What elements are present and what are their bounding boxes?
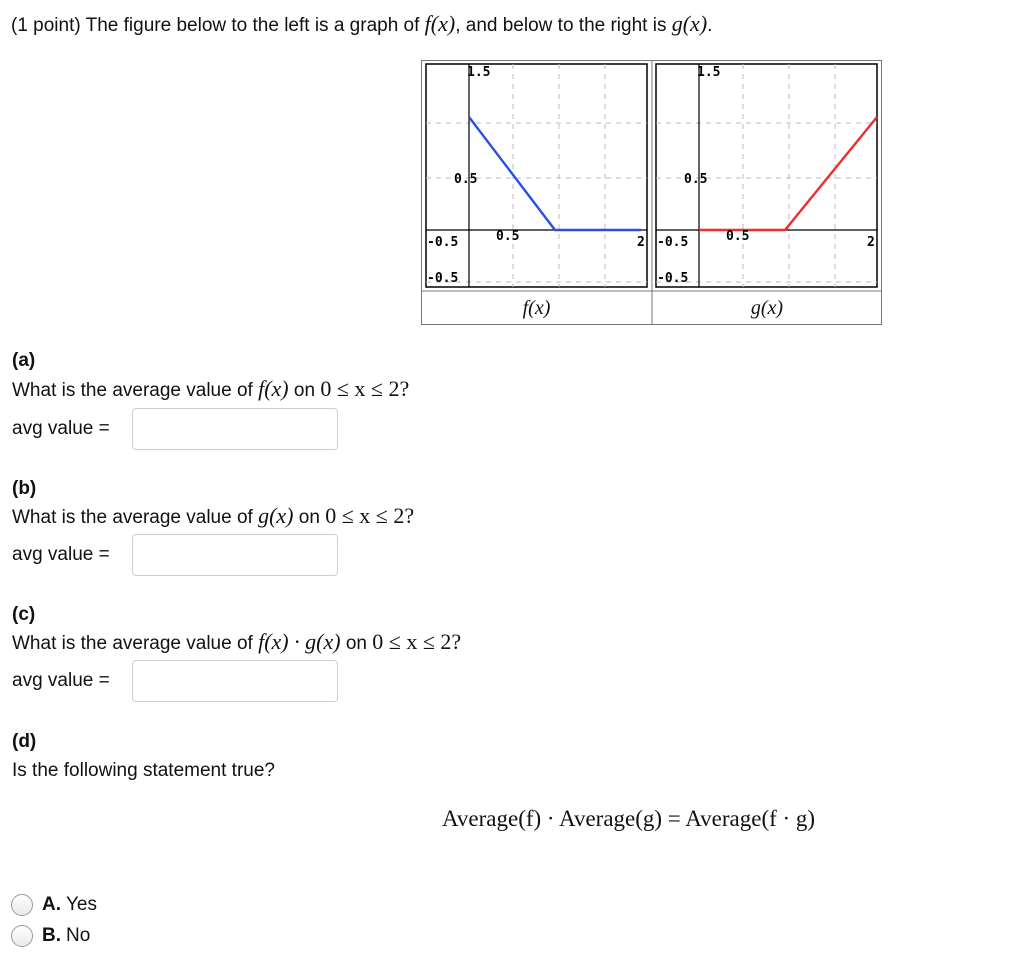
part-a-on: on xyxy=(293,380,316,401)
f-tick-y-neg0.5: -0.5 xyxy=(427,271,459,286)
intro-prefix: (1 point) The figure below to the left is a graph of xyxy=(11,15,420,36)
part-c-on: on xyxy=(345,633,367,654)
part-a-question xyxy=(12,376,409,402)
part-b-on: on xyxy=(298,507,320,528)
f-tick-1.5: 1.5 xyxy=(467,65,491,80)
problem-intro xyxy=(11,11,712,39)
graphs-svg xyxy=(421,60,882,325)
f-tick-x-0.5: 0.5 xyxy=(496,229,520,244)
g-tick-x-2: 2 xyxy=(867,235,875,250)
part-c-question xyxy=(12,629,461,655)
caption-row xyxy=(421,291,882,325)
part-a-prefix: What is the average value of xyxy=(12,380,253,401)
option-a-letter: A. xyxy=(42,894,61,915)
part-a-label: (a) xyxy=(12,350,36,371)
intro-suffix: . xyxy=(707,15,713,36)
part-c-label: (c) xyxy=(12,604,36,625)
part-b-label: (b) xyxy=(12,478,37,499)
f-caption: f(x) xyxy=(522,297,551,319)
part-a-answer-input[interactable] xyxy=(132,408,338,450)
intro-middle: , and below to the right is xyxy=(455,15,667,36)
g-tick-y-0.5: 0.5 xyxy=(684,172,708,187)
part-c-prefix: What is the average value of xyxy=(12,633,253,654)
part-b-prefix: What is the average value of xyxy=(12,507,253,528)
option-a-radio[interactable] xyxy=(11,894,33,916)
intro-f-expr: f(x) xyxy=(424,11,456,36)
part-c-expr: f(x) · g(x) xyxy=(258,629,341,654)
part-a-range: 0 ≤ x ≤ 2? xyxy=(320,376,410,401)
g-caption: g(x) xyxy=(750,297,784,319)
part-c-avg-label: avg value = xyxy=(12,670,110,691)
g-tick-x-neg0.5: -0.5 xyxy=(657,235,689,250)
part-c-range: 0 ≤ x ≤ 2? xyxy=(372,629,462,654)
option-a[interactable] xyxy=(11,892,97,918)
part-a-expr: f(x) xyxy=(258,376,289,401)
f-tick-x-2: 2 xyxy=(637,235,645,250)
part-a-avg-label: avg value = xyxy=(12,418,110,439)
option-b-radio[interactable] xyxy=(11,925,33,947)
graphs-figure xyxy=(421,60,882,325)
part-b-expr: g(x) xyxy=(258,503,294,528)
g-tick-1.5: 1.5 xyxy=(697,65,721,80)
part-b-question xyxy=(12,503,414,529)
part-d-question: Is the following statement true? xyxy=(12,760,275,781)
part-b-avg-label: avg value = xyxy=(12,544,110,565)
f-tick-y-0.5: 0.5 xyxy=(454,172,478,187)
part-d-equation: Average(f) · Average(g) = Average(f · g) xyxy=(442,806,816,831)
intro-g-expr: g(x) xyxy=(671,11,708,36)
option-b-text: No xyxy=(66,925,91,946)
g-tick-y-neg0.5: -0.5 xyxy=(657,271,689,286)
part-b-answer-input[interactable] xyxy=(132,534,338,576)
part-c-answer-input[interactable] xyxy=(132,660,338,702)
option-a-text: Yes xyxy=(66,894,97,915)
part-b-range: 0 ≤ x ≤ 2? xyxy=(325,503,415,528)
g-tick-x-0.5: 0.5 xyxy=(726,229,750,244)
option-b[interactable] xyxy=(11,923,90,949)
part-d-label: (d) xyxy=(12,731,37,752)
f-tick-x-neg0.5: -0.5 xyxy=(427,235,459,250)
option-b-letter: B. xyxy=(42,925,61,946)
